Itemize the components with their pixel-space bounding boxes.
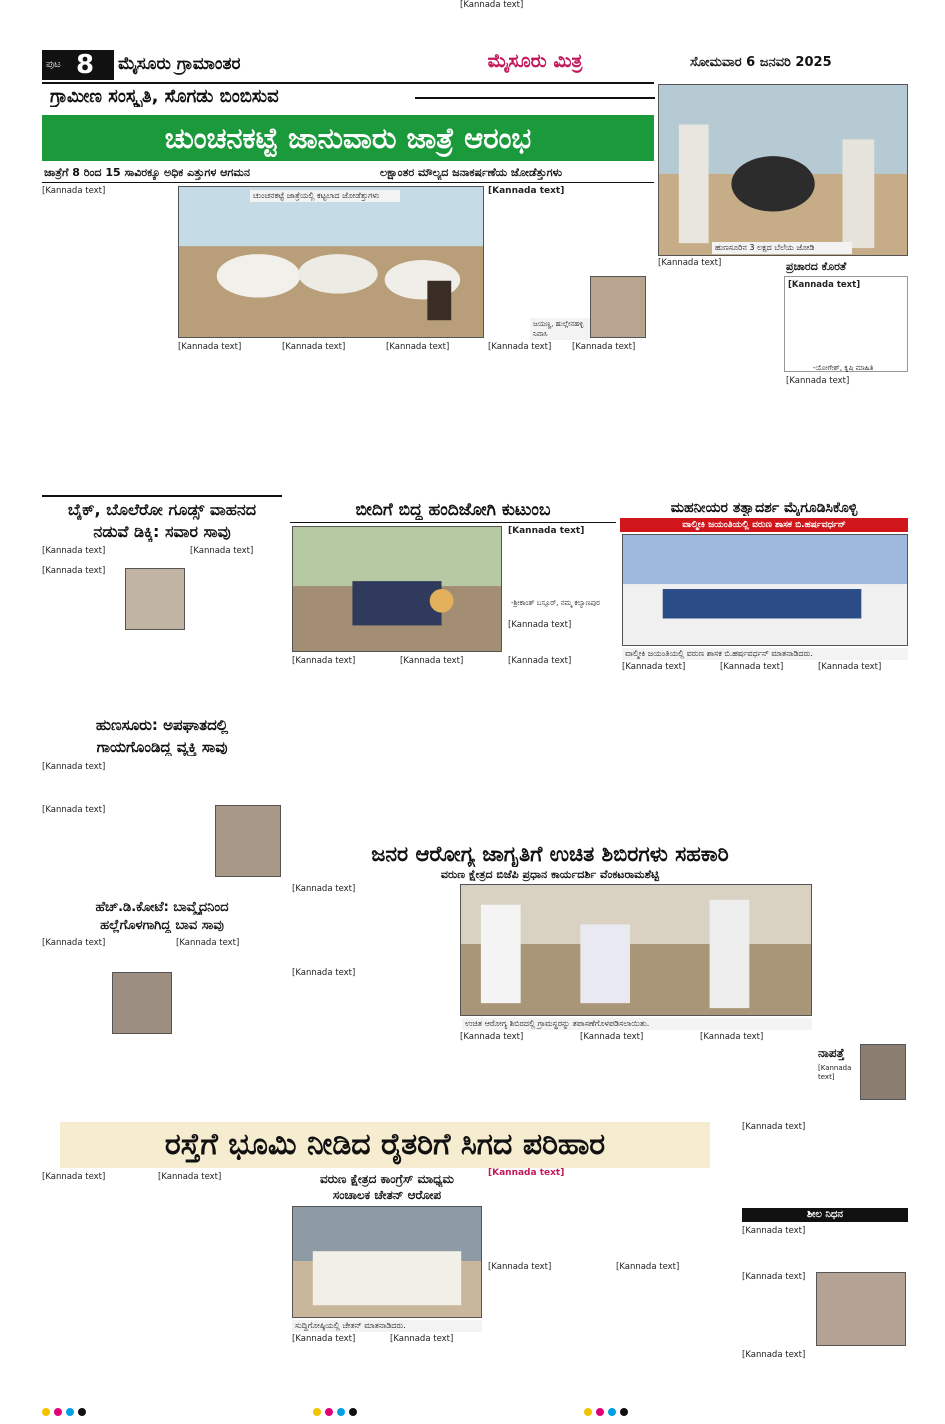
obituary-title: ಶೀಲ ನಿಧನ [742,1208,908,1222]
health-subhead: ವರುಣ ಕ್ಷೇತ್ರದ ಬಿಜೆಪಿ ಪ್ರಧಾನ ಕಾರ್ಯದರ್ಶಿ ವೆಂಕಟರಾಮಶೆಟ್ಟಿ [440,868,660,881]
issue-date: ಸೋಮವಾರ 6 ಜನವರಿ 2025 [690,55,832,70]
compensation-body-col-2: [Kannada text] [158,1172,222,1182]
lead-kicker: ಗ್ರಾಮೀಣ ಸಂಸ್ಕೃತಿ, ಸೊಗಡು ಬಿಂಬಿಸುವ [50,86,279,107]
family-signature: -ಶ್ರೀಕಾಂತ್ ಬಸ್ಸೂರ್, ನಮ್ಮ ಕಲ್ಯಾಣಪುರ [511,599,600,607]
lead-body-col-1: [Kannada text] [42,186,106,196]
family-rule [290,522,616,523]
family-body-col-3: [Kannada text] [508,656,572,666]
header-rule [42,82,654,84]
mahaniya-photo-caption: ವಾಲ್ಮೀಕಿ ಜಯಂತಿಯಲ್ಲಿ ವರುಣ ಶಾಸಕ ಬಿ.ಹರ್ಷವರ್ಧನ್ ಮಾತನಾಡಿದರು. [622,648,908,660]
kicker-rule [415,97,655,99]
obituary-body-bottom: [Kannada text] [742,1350,806,1360]
health-body-intro: [Kannada text] [292,884,356,894]
page-number: 8 [76,50,95,80]
lead-body-col-4: [Kannada text] [386,342,450,352]
hdkote-body-col-1: [Kannada text] [42,938,106,948]
page-label: ಪುಟ [46,59,61,70]
congress-photo [292,1206,482,1318]
health-body-col-2b: [Kannada text] [460,1032,524,1042]
congress-body-col-3: [Kannada text] [488,1262,552,1272]
lead-body-col-3: [Kannada text] [282,342,346,352]
congress-headline-2: ಸಂಚಾಲಕ ಚೇತನ್ ಆರೋಪ [332,1188,442,1202]
hdkote-headline-1: ಹೆಚ್.ಡಿ.ಕೋಟೆ: ಬಾವ್ಮೈದನಿಂದ [95,900,229,915]
lead-photo-caption: ಚುಂಚನಕಟ್ಟೆ ಜಾತ್ರೆಯಲ್ಲಿ ಕಟ್ಟಲಾದ ಜೋಡೆತ್ತುಗಳು [250,190,400,202]
congress-body-col-1: [Kannada text] [292,1334,356,1344]
missing-body: [Kannada text] [818,1064,854,1081]
hdkote-headline-2: ಹಲ್ಲೆಗೊಳಗಾಗಿದ್ದ ಬಾವ ಸಾವು [100,918,224,933]
masthead-logo: ಮೈಸೂರು ಮಿತ್ರ [487,50,583,72]
mahaniya-body-col-2: [Kannada text] [720,662,784,672]
box-quote: [Kannada text] [788,280,861,290]
subhead-rule [42,182,654,183]
congress-body-col-2: [Kannada text] [390,1334,454,1344]
health-headline: ಜನರ ಆರೋಗ್ಯ ಜಾಗೃತಿಗೆ ಉಚಿತ ಶಿಬಿರಗಳು ಸಹಕಾರಿ [371,842,729,866]
box-title: ಪ್ರಚಾರದ ಕೊರತೆ [786,260,847,273]
family-body-col-1: [Kannada text] [292,656,356,666]
accident-headline-2: ನಡುವೆ ಡಿಕ್ಕಿ: ಸವಾರ ಸಾವು [93,522,231,541]
lead-body-col-7: [Kannada text] [658,258,722,268]
mahaniya-subhead: ವಾಲ್ಮೀಕಿ ಜಯಂತಿಯಲ್ಲಿ ವರುಣ ಶಾಸಕ ಬಿ.ಹರ್ಷವರ್ಧನ್ [620,518,908,532]
accident-body-col-1: [Kannada text] [42,566,106,576]
family-body-col-2: [Kannada text] [400,656,464,666]
lead-headline: ಚುಂಚನಕಟ್ಟೆ ಜಾನುವಾರು ಜಾತ್ರೆ ಆರಂಭ [42,115,654,161]
mahaniya-headline: ಮಹನೀಯರ ತತ್ವಾದರ್ಶ ಮೈಗೂಡಿಸಿಕೊಳ್ಳಿ [670,500,858,516]
right-photo-caption: ಹುಣಸೂರಿನ 3 ಲಕ್ಷದ ಬೆಲೆಯ ಜೋಡಿ [712,242,852,254]
family-body-top: [Kannada text] [508,620,572,630]
lead-photo-bulls [178,186,484,338]
compensation-body-col-1: [Kannada text] [42,1172,106,1182]
congress-headline-1: ವರುಣ ಕ್ಷೇತ್ರದ ಕಾಂಗ್ರೆಸ್ ಮಾಧ್ಯಮ [320,1172,454,1186]
obituary-body-top: [Kannada text] [742,1226,806,1236]
lead-body-col-8: [Kannada text] [786,376,850,386]
section-title: ಮೈಸೂರು ಗ್ರಾಮಾಂತರ [118,54,241,74]
health-body-col-1: [Kannada text] [292,968,356,978]
quote-person-name: ಜಯಣ್ಣ, ಹುಲ್ಲೇನಹಳ್ಳಿ ನಿವಾಸಿ [530,318,590,340]
lead-body-col-2: [Kannada text] [178,342,242,352]
accident-headline-1: ಬೈಕ್, ಬೊಲೆರೋ ಗೂಡ್ಸ್ ವಾಹನದ [67,500,257,519]
box-signature: -ಯೋಗೇಶ್, ಕೃಷಿ ಮಾಹಿತಿ [813,364,874,372]
family-photo [292,526,502,652]
accident-top-rule [42,495,282,497]
health-photo [460,884,812,1016]
page-number-box [42,50,114,80]
lead-quote: [Kannada text] [488,186,565,196]
right-photo-bull-pair [658,84,908,256]
hunsur-victim-photo [215,805,281,877]
hunsur-body: [Kannada text] [42,805,106,815]
registration-dots [40,1401,910,1415]
mahaniya-body-col-3: [Kannada text] [818,662,882,672]
health-body-col-4: [Kannada text] [700,1032,764,1042]
congress-body-col-4: [Kannada text] [616,1262,680,1272]
accident-body-intro: [Kannada text] [42,546,106,556]
lead-body-col-6: [Kannada text] [572,342,636,352]
congress-red-quote: [Kannada text] [488,1168,565,1178]
missing-person-photo [860,1044,906,1100]
missing-title: ನಾಪತ್ತೆ [818,1046,845,1060]
health-body-col-3: [Kannada text] [580,1032,644,1042]
hdkote-body-col-2: [Kannada text] [176,938,240,948]
family-quote: [Kannada text] [508,526,585,536]
hunsur-body-intro: [Kannada text] [42,762,106,772]
family-headline: ಬೀದಿಗೆ ಬಿದ್ದ ಹಂದಿಜೋಗಿ ಕುಟುಂಬ [355,500,551,520]
mahaniya-photo [622,534,908,646]
health-body-col-2: [Kannada text] [460,0,524,10]
hunsur-headline-1: ಹುಣಸೂರು: ಅಪಘಾತದಲ್ಲಿ [95,716,229,734]
lead-subhead-2: ಲಕ್ಷಾಂತರ ಮೌಲ್ಯದ ಜನಾಕರ್ಷಣೆಯ ಜೋಡೆತ್ತುಗಳು [380,166,563,179]
congress-photo-caption: ಸುದ್ದಿಗೋಷ್ಠಿಯಲ್ಲಿ ಚೇತನ್ ಮಾತನಾಡಿದರು. [292,1320,482,1332]
mahaniya-body-col-1: [Kannada text] [622,662,686,672]
hdkote-victim-photo [112,972,172,1034]
compensation-headline: ರಸ್ತೆಗೆ ಭೂಮಿ ನೀಡಿದ ರೈತರಿಗೆ ಸಿಗದ ಪರಿಹಾರ [60,1122,710,1168]
health-photo-caption: ಉಚಿತ ಆರೋಗ್ಯ ಶಿಬಿರದಲ್ಲಿ ಗ್ರಾಮಸ್ಥರನ್ನು ತಪಾಸಣೆಗೊಳಪಡಿಸಲಾಯಿತು. [462,1018,812,1030]
lead-subhead-1: ಜಾತ್ರೆಗೆ 8 ರಿಂದ 15 ಸಾವಿರಕ್ಕೂ ಅಧಿಕ ಎತ್ತುಗಳ ಆಗಮನ [44,166,250,179]
health-spacer [292,842,296,846]
hunsur-headline-2: ಗಾಯಗೊಂಡಿದ್ದ ವ್ಯಕ್ತಿ ಸಾವು [96,738,228,756]
lead-body-col-5: [Kannada text] [488,342,552,352]
obituary-body: [Kannada text] [742,1272,806,1282]
obituary-photo [816,1272,906,1346]
missing-body-cont: [Kannada text] [742,1122,806,1132]
quote-person-photo [590,276,646,338]
accident-victim-photo [125,568,185,630]
accident-body-col-2: [Kannada text] [190,546,254,556]
